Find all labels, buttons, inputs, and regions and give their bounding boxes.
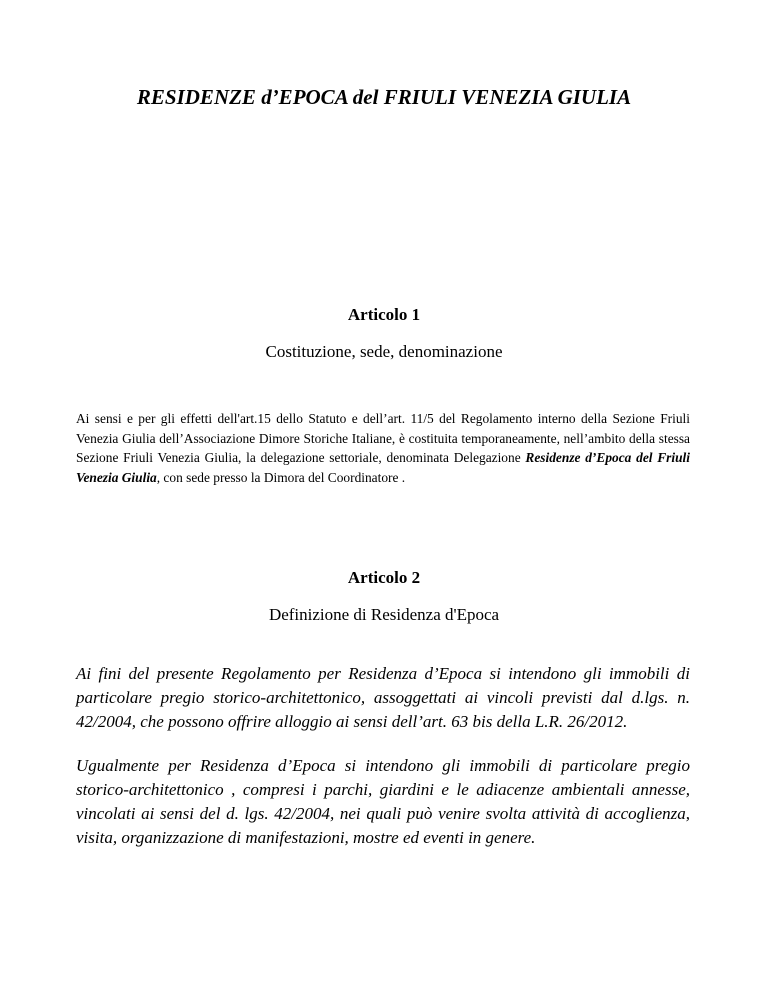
article-1-paragraph <box>76 409 690 487</box>
article-2-heading: Articolo 2 <box>347 568 421 587</box>
article-1-heading: Articolo 1 <box>347 305 421 324</box>
article-1-paragraph-end: , con sede presso la Dimora del Coordinatore . <box>156 469 406 485</box>
document-title: RESIDENZE d’EPOCA del FRIULI VENEZIA GIULIA <box>136 85 632 109</box>
article-2-paragraph-1: Ai fini del presente Regolamento per Residenza d’Epoca si intendono gli immobili di particolare pregio storico-architettonico, assoggettati ai vincoli previsti dal d.lgs. n. 42/2004, che possono offrire alloggio ai sensi dell’art. 63 bis della L.R. 26/2012. <box>76 664 690 731</box>
article-2-paragraph-2: Ugualmente per Residenza d’Epoca si intendono gli immobili di particolare pregio storico-architettonico , compresi i parchi, giardini e le adiacenze ambientali annesse, vincolati ai sensi del d. lgs. 42/2004, nei quali può venire svolta attività di accoglienza, visita, organizzazione di manifestazioni, mostre ed eventi in genere. <box>76 756 690 847</box>
article-1-paragraph-text: Ai sensi e per gli effetti dell'art.15 dello Statuto e dell’art. 11/5 del Regolamento interno della Sezione Friuli Venezia Giulia dell’Associazione Dimore Storiche Italiane, è costituita temporaneamente, nell’ambito della stessa Sezione Friuli Venezia Giulia, la delegazione settoriale, denominata Delegazione <box>76 411 690 466</box>
delegation-name-emphasis: Residenze d’Epoca del Friuli Venezia Giulia <box>76 450 690 485</box>
article-2-subtitle: Definizione di Residenza d'Epoca <box>268 605 500 624</box>
article-1-subtitle: Costituzione, sede, denominazione <box>265 342 503 361</box>
